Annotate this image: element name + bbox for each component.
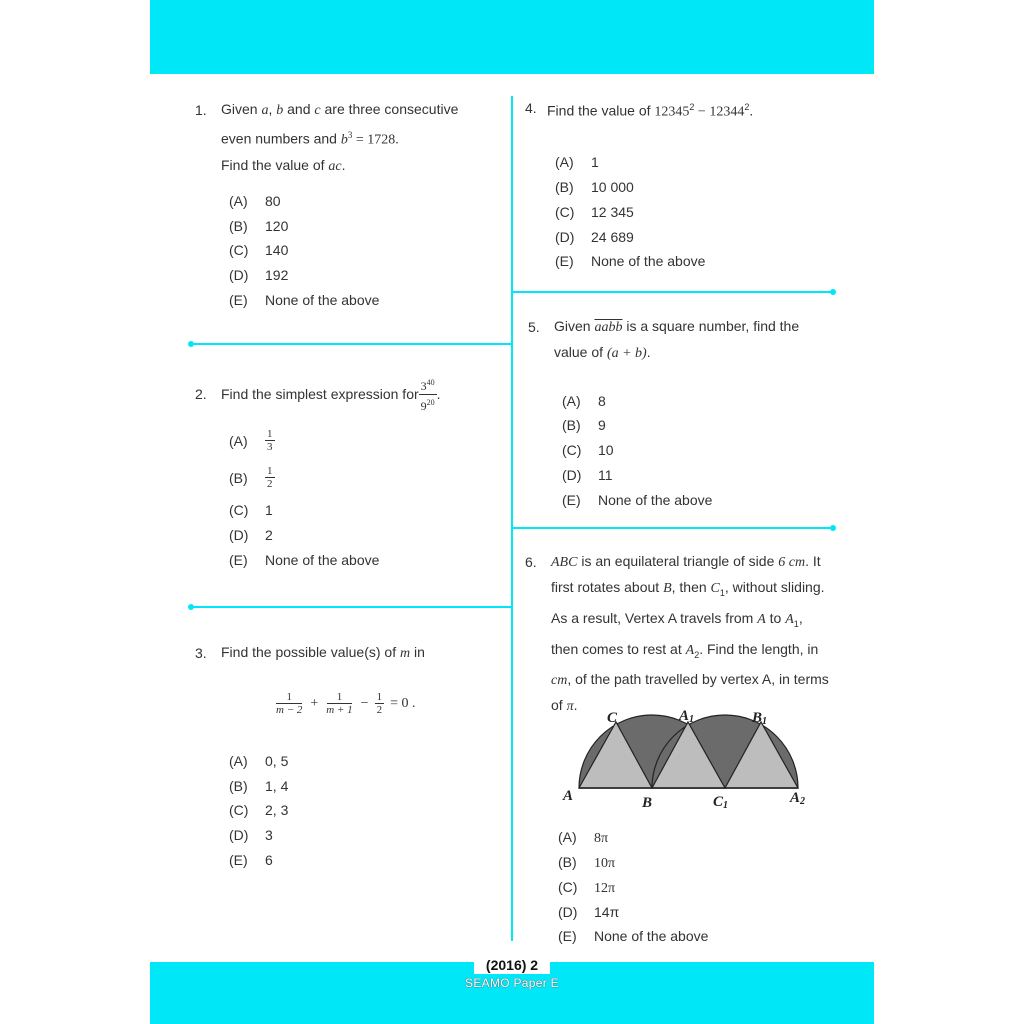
option-a[interactable]: (A) 8π (558, 829, 609, 846)
option-c[interactable]: (C) 1 (229, 502, 273, 518)
question-text: Given aabb is a square number, find the value of (a + b). (554, 318, 800, 361)
fraction: $\frac{1}{m + 1}$ (326, 691, 353, 716)
rotation-diagram (555, 700, 815, 815)
divider-q5-q6 (512, 527, 833, 529)
option-b[interactable]: (B) 1, 4 (229, 778, 289, 794)
fraction: $\frac{1}{3}$ (267, 428, 273, 453)
paper-title: SEAMO Paper E (465, 976, 559, 990)
fraction: $\frac{1}{2}$ (376, 691, 383, 716)
fraction: $\frac{1}{2}$ (267, 465, 273, 490)
divider-dot (188, 341, 194, 347)
option-a[interactable]: (A) 0, 5 (229, 753, 289, 769)
question-text: Find the possible value(s) of m in (221, 644, 425, 661)
option-e[interactable]: (E) None of the above (229, 292, 380, 308)
option-e[interactable]: (E) None of the above (555, 253, 706, 269)
option-c[interactable]: (C) 10 (562, 442, 614, 458)
fraction: $\frac{1}{m - 2}$ (276, 691, 303, 716)
option-b[interactable]: (B) 120 (229, 218, 289, 234)
question-text: Find the value of $12345^2 - 12344^2$. (547, 102, 754, 120)
option-d[interactable]: (D) 14π (558, 904, 620, 920)
divider-dot (188, 604, 194, 610)
divider-dot (830, 289, 836, 295)
label-a: A (563, 788, 574, 804)
option-d[interactable]: (D) 192 (229, 267, 289, 283)
question-number: 6. (525, 554, 537, 570)
header-band (150, 0, 874, 74)
option-c[interactable]: (C) 2, 3 (229, 802, 289, 818)
label-c: C (607, 710, 618, 726)
question-text: ABC is an equilateral triangle of side 6 cm. It first rotates about B, then $C_1$, without sliding. As a result, Vertex A travels from A to $A_1$, then comes to rest at $A_2$. Find the length, in cm, of the path travelled by vertex A, in terms of π. (551, 553, 829, 715)
option-d[interactable]: (D) 24 689 (555, 229, 634, 245)
option-c[interactable]: (C) 12 345 (555, 204, 634, 220)
fraction: $\frac{3^{40}}{9^{20}}$ (419, 375, 437, 414)
option-a[interactable]: (A) 1 (555, 154, 599, 170)
option-e[interactable]: (E) None of the above (562, 492, 713, 508)
option-d[interactable]: (D) 3 (229, 827, 273, 843)
option-a[interactable]: (A) 80 (229, 193, 281, 209)
option-b[interactable]: (B) 10π (558, 854, 616, 871)
divider-q2-q3 (191, 606, 512, 608)
option-e[interactable]: (E) None of the above (229, 552, 380, 568)
question-text: Given a, b and c are three consecutive even numbers and $b^3 = 1728$. Find the value of ac. (221, 101, 459, 174)
question-number: 4. (525, 100, 537, 116)
label-b: B (642, 795, 653, 811)
option-c[interactable]: (C) 12π (558, 879, 616, 896)
option-d[interactable]: (D) 2 (229, 527, 273, 543)
equation: $\frac{1}{m - 2}$ + $\frac{1}{m + 1}$ − $\frac{1}{2}$ = 0 . (276, 691, 416, 716)
option-e[interactable]: (E) None of the above (558, 928, 709, 944)
column-divider (511, 96, 513, 941)
option-b[interactable]: (B) $\frac{1}{2}$ (229, 465, 273, 490)
label-a2: A2 (790, 790, 806, 807)
divider-dot (830, 525, 836, 531)
option-a[interactable]: (A) $\frac{1}{3}$ (229, 428, 273, 453)
option-e[interactable]: (E) 6 (229, 852, 273, 868)
divider-q1-q2 (191, 343, 512, 345)
label-b1: B1 (752, 710, 768, 727)
question-number: 2. (195, 386, 207, 402)
option-d[interactable]: (D) 11 (562, 467, 613, 483)
question-number: 1. (195, 102, 207, 118)
label-c1: C1 (713, 794, 729, 811)
label-a1: A1 (679, 708, 695, 725)
question-number: 3. (195, 645, 207, 661)
page-number: (2016) 2 (474, 956, 550, 974)
question-text: Find the simplest expression for $\frac{3^{40}}{9^{20}}$ . (221, 372, 501, 416)
question-number: 5. (528, 319, 540, 335)
divider-q4-q5 (512, 291, 833, 293)
option-a[interactable]: (A) 8 (562, 393, 606, 409)
option-b[interactable]: (B) 9 (562, 417, 606, 433)
option-b[interactable]: (B) 10 000 (555, 179, 634, 195)
option-c[interactable]: (C) 140 (229, 242, 289, 258)
